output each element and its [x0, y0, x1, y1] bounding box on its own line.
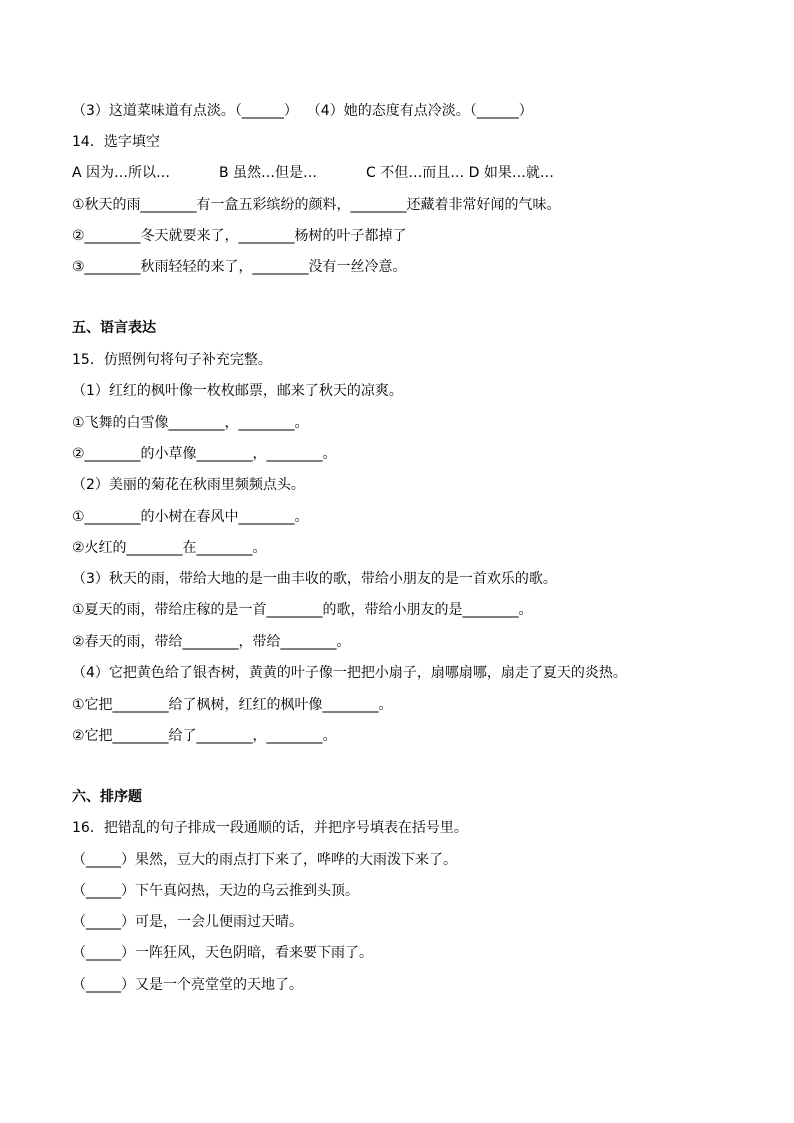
q16-item: （_____）又是一个亮堂堂的天地了。	[72, 977, 303, 993]
q16-item: （_____）可是，一会儿便雨过天晴。	[72, 914, 303, 930]
q15-line: （2）美丽的菊花在秋雨里频频点头。	[72, 477, 305, 493]
q14-item: ①秋天的雨________有一盒五彩缤纷的颜料，________还藏着非常好闻的气味。	[72, 197, 561, 213]
q15-line: ①它把________给了枫树，红红的枫叶像________。	[72, 697, 393, 713]
section-heading: 五、语言表达	[72, 320, 156, 336]
q15-line: ①________的小树在春风中________。	[72, 509, 309, 525]
q16-item: （_____）下午真闷热，天边的乌云推到头顶。	[72, 883, 359, 899]
q16-item: （_____）一阵狂风，天色阴暗，看来要下雨了。	[72, 945, 373, 961]
q15-line: （3）秋天的雨，带给大地的是一曲丰收的歌，带给小朋友的是一首欢乐的歌。	[72, 571, 557, 587]
q15-title: 15．仿照例句将句子补充完整。	[72, 352, 272, 368]
q15-line: （1）红红的枫叶像一枚枚邮票，邮来了秋天的凉爽。	[72, 383, 403, 399]
q15-line: ②________的小草像________，________。	[72, 446, 337, 462]
q16-title: 16．把错乱的句子排成一段通顺的话，并把序号填表在括号里。	[72, 820, 468, 836]
q13-line3: （3）这道菜味道有点淡。（______） （4）她的态度有点冷淡。（______）	[72, 103, 533, 119]
q14-item: ②________冬天就要来了，________杨树的叶子都掉了	[72, 228, 407, 244]
q15-line: ②火红的________在________。	[72, 540, 267, 556]
section-heading: 六、排序题	[72, 789, 142, 805]
q14-item: ③________秋雨轻轻的来了，________没有一丝冷意。	[72, 259, 407, 275]
q16-item: （_____）果然，豆大的雨点打下来了，哗哗的大雨泼下来了。	[72, 852, 457, 868]
q14-options: A 因为…所以… B 虽然…但是… C 不但…而且… D 如果…就…	[72, 165, 554, 181]
q15-line: ②它把________给了________，________。	[72, 728, 337, 744]
q15-line: （4）它把黄色给了银杏树，黄黄的叶子像一把把小扇子，扇哪扇哪，扇走了夏天的炎热。	[72, 665, 627, 681]
q15-line: ①飞舞的白雪像________，________。	[72, 415, 309, 431]
q15-line: ②春天的雨，带给________，带给________。	[72, 634, 351, 650]
q14-title: 14．选字填空	[72, 134, 160, 150]
q15-line: ①夏天的雨，带给庄稼的是一首________的歌，带给小朋友的是________。	[72, 602, 533, 618]
